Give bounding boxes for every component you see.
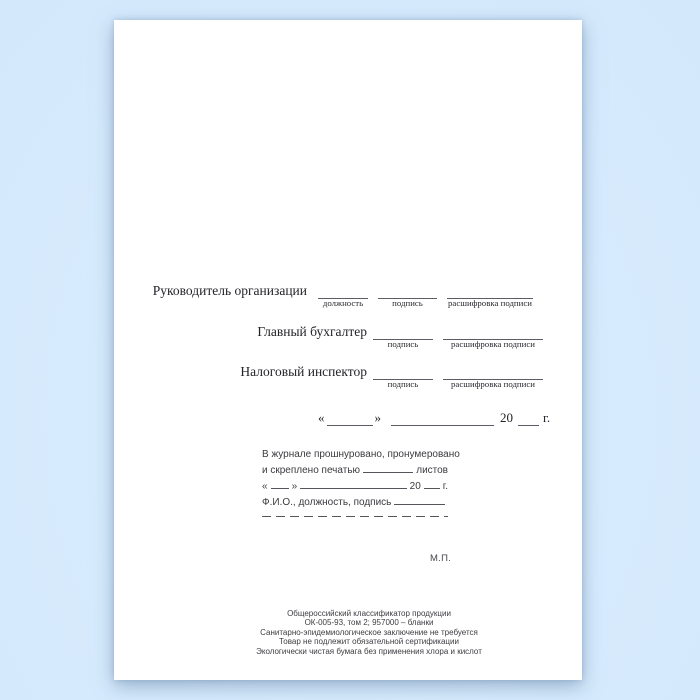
- footer-line: Экологически чистая бумага без применения хлора и кислот: [256, 646, 482, 656]
- stamp-mark: М.П.: [430, 553, 452, 564]
- open-quote: «: [262, 481, 268, 492]
- binding-note: [262, 444, 460, 517]
- footer-line: Общероссийский классификатор продукции: [287, 609, 451, 618]
- blank-line-year: [518, 412, 539, 426]
- footer-line: ОК-005-93, том 2; 957000 – бланки: [304, 618, 434, 628]
- blank-line-signature: [394, 504, 445, 505]
- year-suffix: г.: [442, 481, 448, 492]
- blank-line-name: [443, 366, 543, 389]
- note-line-2: [262, 460, 448, 476]
- signature-row-director: [150, 283, 533, 308]
- blank-line-name: [443, 326, 543, 349]
- signature-label: Налоговый инспектор: [240, 364, 367, 379]
- blank-line-sheets: [363, 472, 413, 473]
- note-text: и скреплено печатью: [262, 465, 361, 476]
- note-line-3: [262, 476, 448, 492]
- blank-caption: подпись: [387, 379, 419, 389]
- document-page: [114, 20, 582, 680]
- note-text: Ф.И.О., должность, подпись: [262, 497, 392, 508]
- signature-label: Главный бухгалтер: [257, 324, 367, 339]
- blank-caption: расшифровка подписи: [448, 298, 532, 308]
- footer-line: Санитарно-эпидемиологическое заключение не требуется: [260, 627, 478, 637]
- century-prefix: 20: [409, 481, 421, 492]
- blank-caption: должность: [322, 298, 364, 308]
- blank-line-signature: [373, 326, 433, 349]
- footer-imprint: [208, 609, 530, 656]
- blank-line-month: [300, 488, 407, 489]
- note-text: В журнале прошнуровано, пронумеровано: [262, 449, 460, 460]
- blank-line-year: [424, 488, 440, 489]
- signature-label: Руководитель организации: [152, 283, 307, 298]
- close-quote: »: [291, 481, 298, 492]
- signature-row-accountant: [150, 324, 543, 349]
- blank-line-signature: [378, 285, 437, 308]
- note-line-4: [262, 492, 448, 508]
- note-text: листов: [416, 465, 448, 476]
- blank-caption: расшифровка подписи: [451, 379, 535, 389]
- open-quote: «: [318, 410, 325, 425]
- blank-line-position: [318, 285, 368, 308]
- blank-caption: подпись: [387, 339, 419, 349]
- century-prefix: 20: [500, 410, 513, 425]
- signature-row-inspector: [150, 364, 543, 389]
- blank-line-month: [391, 412, 494, 426]
- dashed-blank-line: [262, 516, 448, 517]
- date-line: [318, 410, 550, 426]
- blank-line-signature: [373, 366, 433, 389]
- blank-caption: расшифровка подписи: [451, 339, 535, 349]
- close-quote: »: [374, 410, 381, 425]
- blank-line-name: [447, 285, 533, 308]
- blank-line-day: [271, 488, 289, 489]
- note-line-1: [262, 444, 460, 460]
- year-suffix: г.: [543, 410, 551, 425]
- blank-line-day: [327, 412, 373, 426]
- blank-caption: подпись: [392, 298, 423, 308]
- footer-line: Товар не подлежит обязательной сертификации: [279, 637, 459, 647]
